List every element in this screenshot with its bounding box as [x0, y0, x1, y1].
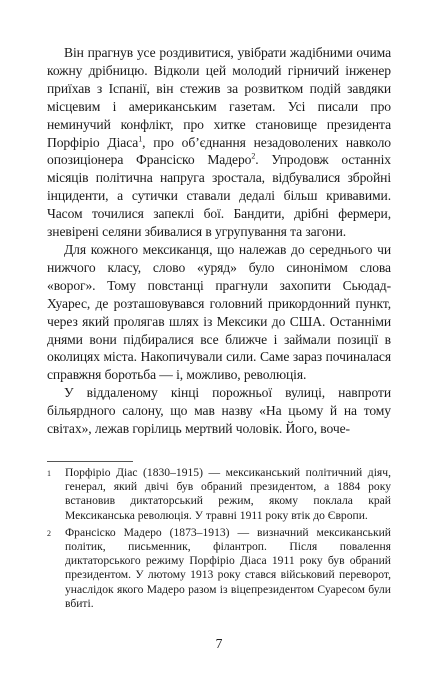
paragraph-1-part-b: , про об’єднання незадоволених навколо опозиціонера Франсіско Мадеро [47, 134, 392, 168]
paragraph-1-part-c: . Упродовж останніх місяців політична напруга зростала, відбувалися збройні інциденти, а сутички ставали дедалі більш кривавими. Часом точилися запеклі бої. Бандити, дрібні фермери, зневірені селяни збивалися в угрупування та загони. [47, 152, 391, 240]
page-number: 7 [215, 636, 223, 651]
paragraph-1 [47, 44, 391, 241]
footnote-2 [47, 526, 391, 611]
footnote-1-text: Порфіріо Діас (1830–1915) — мексиканський політичний діяч, генерал, який двічі був обраний президентом, а 1884 року встановив диктаторський режим, якому поклала край Мексиканська революція. У травні 1911 року втік до Європи. [65, 465, 391, 522]
footnote-1 [47, 466, 391, 523]
footnote-ref-2[interactable]: 2 [251, 151, 256, 161]
footnote-ref-1[interactable]: 1 [138, 134, 143, 143]
footnote-divider [47, 461, 133, 462]
paragraph-1-part-a: Він прагнув усе роздивитися, увібрати жадібними очима кожну дрібницю. Відколи цей молодий гірничий інженер приїхав з Іспанії, він стежив за розвитком подій завдяки місцевим і американським газетам. Усі писали про неминучий конфлікт, про хитке становище президента Порфіріо Діаса [47, 45, 391, 150]
paragraph-2: Для кожного мексиканця, що належав до середнього чи нижчого класу, слово «уряд» було синонімом слова «ворог». Тому повстанці прагнули захопити Сьюдад-Хуарес, де розташовувався головний прикордонний пункт, через який пролягав шлях із Мексики до США. Останніми днями вони підбиралися все ближче і займали позиції в околицях міста. Накопичували сили. Саме зараз починалася справжня боротьба — і, можливо, революція. [47, 241, 391, 383]
page-body [47, 44, 391, 611]
paragraph-3: У віддаленому кінці порожньої вулиці, навпроти більярдного салону, що мав назву «На цьому й на тому світах», лежав горілиць мертвий чоловік. Його, воче- [47, 385, 391, 437]
footnote-2-text: Франсіско Мадеро (1873–1913) — визначний мексиканський політик, письменник, філантроп. Після повалення диктаторського режиму Порфіріо Діаса 1911 року був обраний президентом. У лютому 1913 року стався військовий переворот, унаслідок якого Мадеро разом із віцепрезидентом Суаресом були вбиті. [65, 525, 391, 610]
footnote-1-mark: 1 [47, 468, 51, 478]
footnote-2-mark: 2 [47, 528, 51, 538]
